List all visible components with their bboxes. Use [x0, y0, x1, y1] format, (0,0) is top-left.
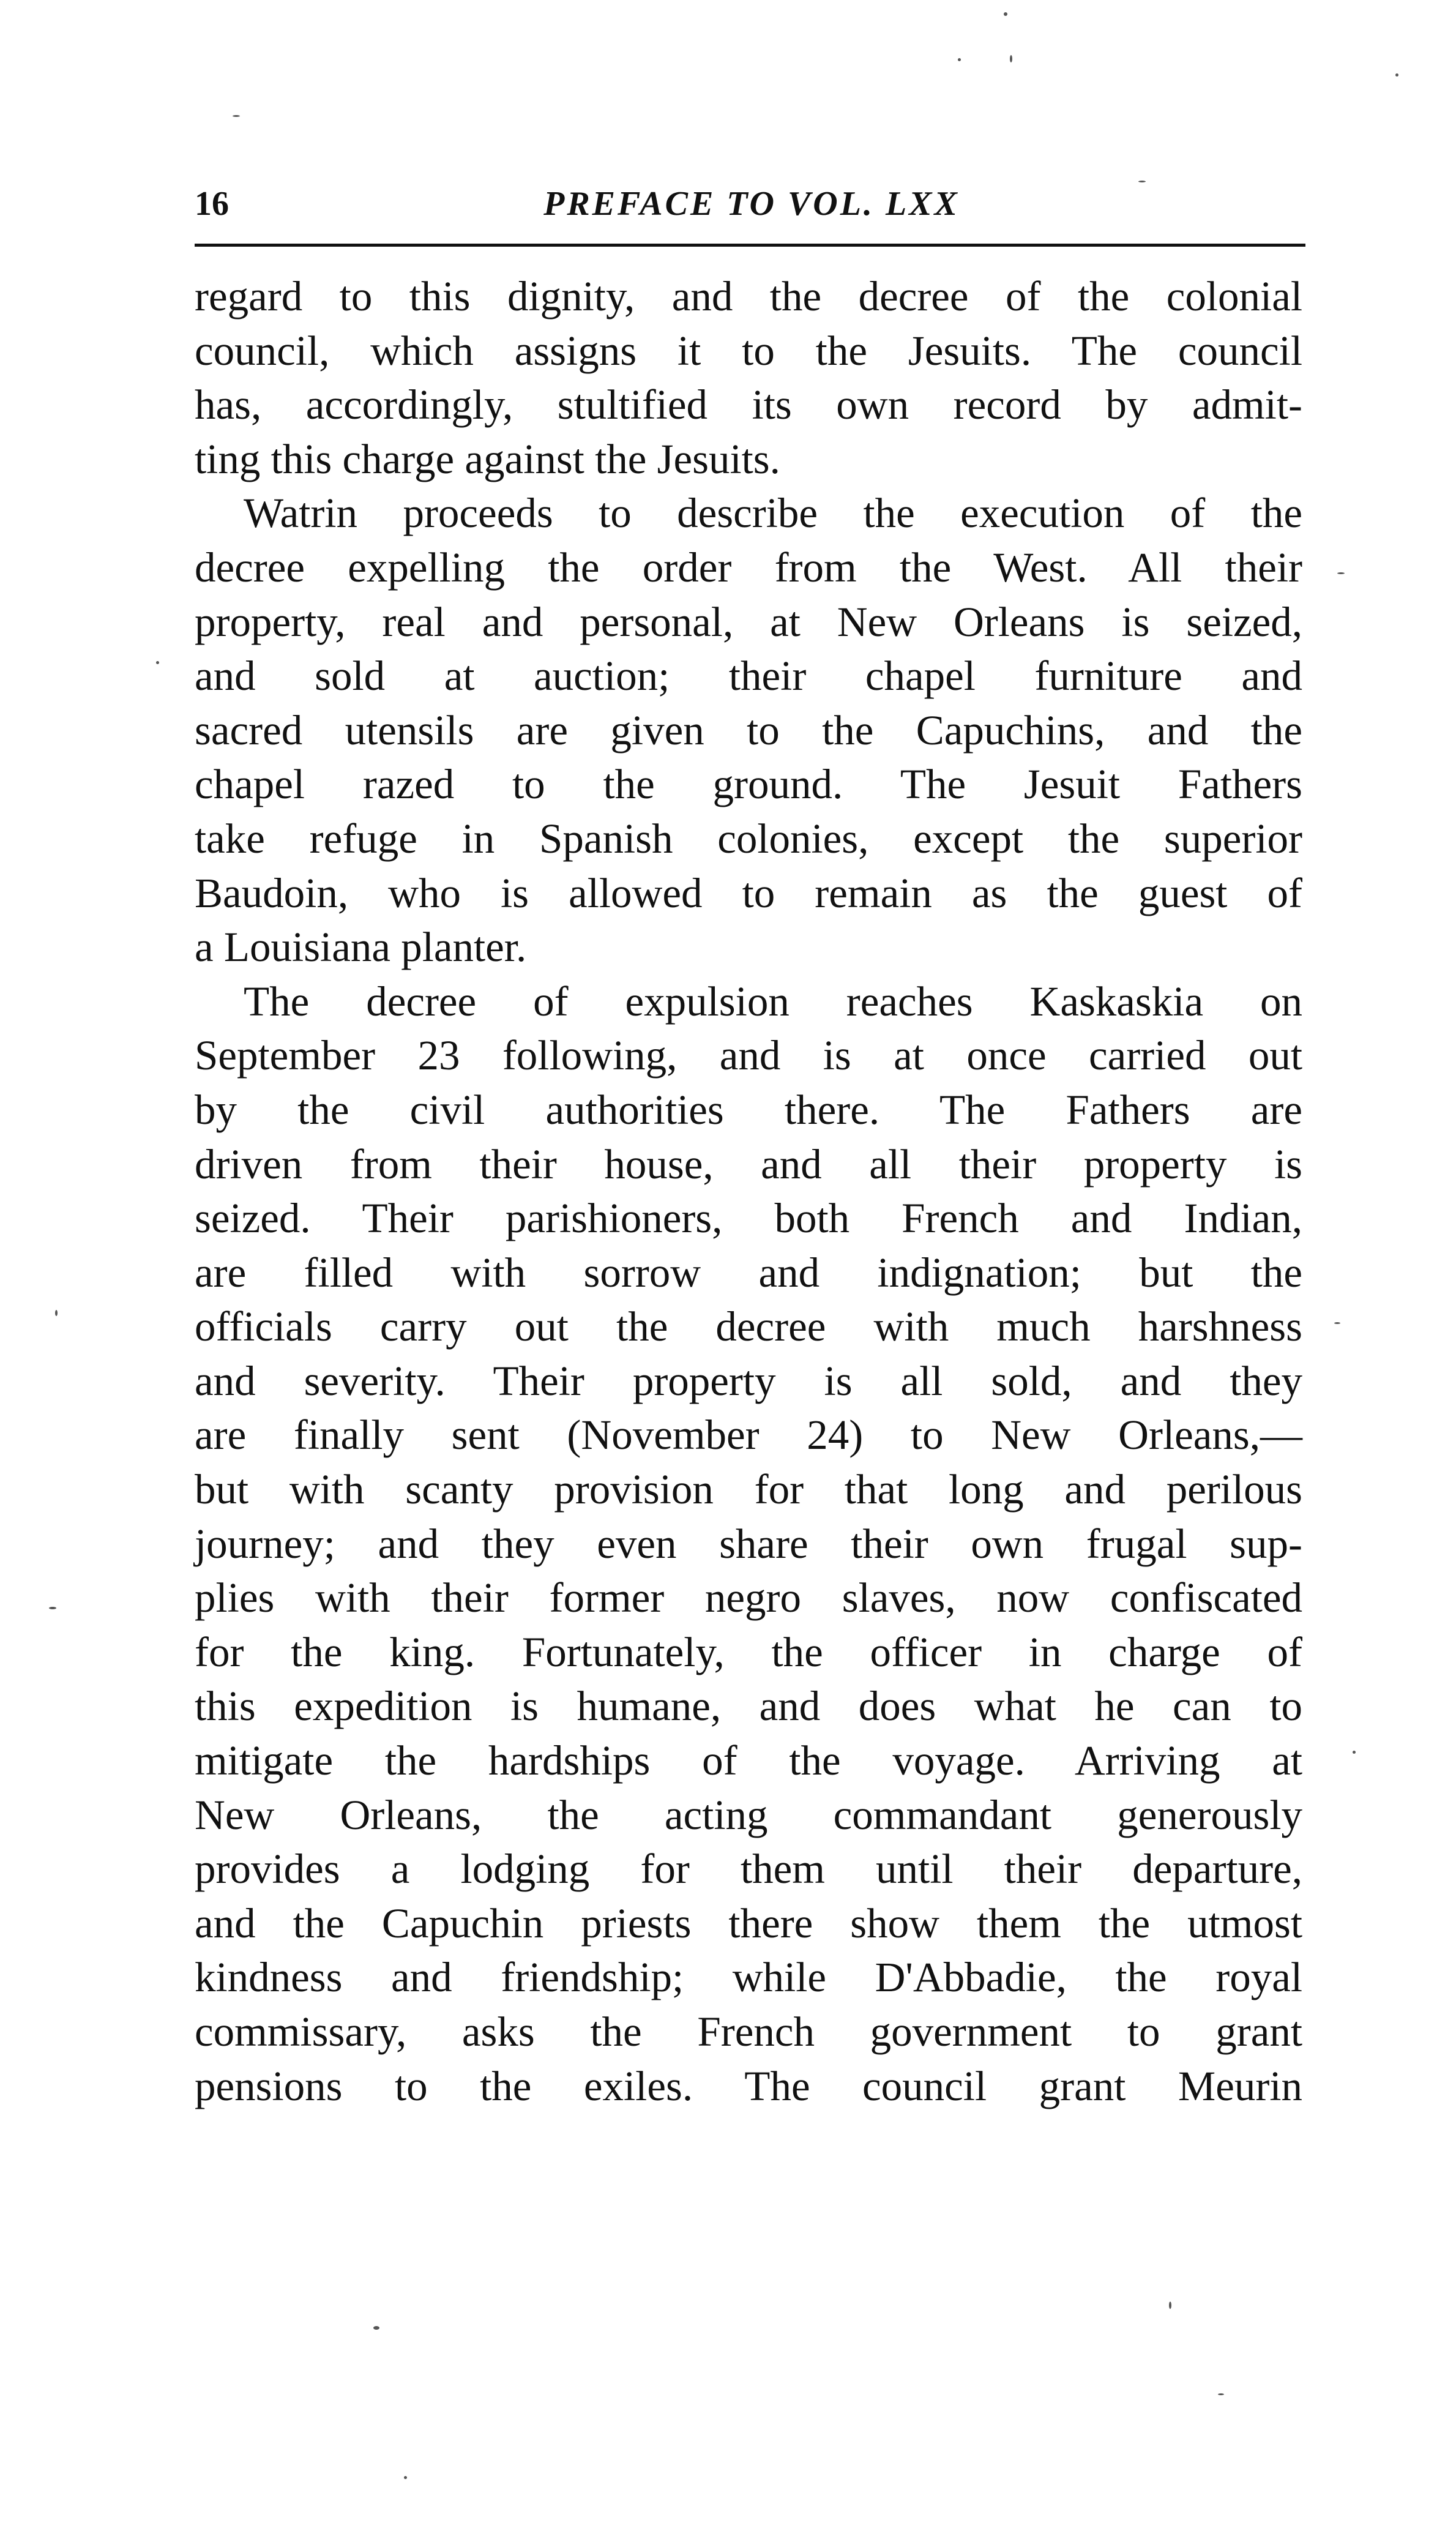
scan-speck	[1395, 73, 1398, 77]
scan-speck	[958, 58, 961, 61]
scan-speck	[1337, 572, 1345, 574]
text-line: ting this charge against the Jesuits.	[195, 435, 780, 482]
text-line: September 23 following, and is at once carried out	[195, 1032, 1302, 1079]
text-line: and severity. Their property is all sold, and they	[195, 1357, 1302, 1404]
running-title: PREFACE TO VOL. LXX	[543, 185, 960, 223]
text-line: regard to this dignity, and the decree of the colonial	[195, 273, 1302, 320]
scan-speck	[373, 2326, 379, 2330]
text-line: and sold at auction; their chapel furniture and	[195, 653, 1302, 700]
scan-speck	[49, 1607, 56, 1609]
scan-speck	[1353, 1751, 1356, 1754]
scan-speck	[233, 115, 240, 117]
text-line: take refuge in Spanish colonies, except the superior	[195, 815, 1302, 862]
text-line: journey; and they even share their own frugal sup-	[195, 1520, 1302, 1567]
text-line: Baudoin, who is allowed to remain as the guest of	[195, 869, 1302, 916]
scan-speck	[1138, 181, 1146, 182]
text-line: provides a lodging for them until their departure,	[195, 1846, 1302, 1893]
text-line: officials carry out the decree with much harshness	[195, 1303, 1302, 1350]
scan-speck	[404, 2476, 407, 2479]
running-head	[195, 179, 1296, 247]
scan-speck	[1334, 1322, 1340, 1324]
text-line: has, accordingly, stultified its own record by admit-	[195, 381, 1302, 428]
text-line: driven from their house, and all their property is	[195, 1140, 1302, 1188]
text-line: for the king. Fortunately, the officer in charge of	[195, 1628, 1302, 1675]
text-line: Watrin proceeds to describe the execution of the	[244, 490, 1302, 537]
text-line: seized. Their parishioners, both French and Indian,	[195, 1195, 1302, 1242]
text-line: and the Capuchin priests there show them the utmost	[195, 1899, 1302, 1947]
scan-speck	[1218, 2393, 1224, 2395]
text-line: New Orleans, the acting commandant generously	[195, 1791, 1302, 1838]
header-rule	[195, 244, 1305, 247]
text-line: kindness and friendship; while D'Abbadie, the royal	[195, 1954, 1302, 2001]
text-line: property, real and personal, at New Orleans is seized,	[195, 598, 1302, 645]
text-line: chapel razed to the ground. The Jesuit Fathers	[195, 761, 1302, 808]
text-line: a Louisiana planter.	[195, 924, 527, 971]
text-line: by the civil authorities there. The Fathers are	[195, 1086, 1302, 1133]
page-number: 16	[195, 185, 229, 223]
scan-speck	[1010, 55, 1012, 62]
text-line: sacred utensils are given to the Capuchins, and the	[195, 706, 1302, 754]
text-line: plies with their former negro slaves, now confiscated	[195, 1574, 1302, 1622]
text-line: but with scanty provision for that long and perilous	[195, 1466, 1302, 1513]
body-text	[195, 269, 1302, 2113]
text-line: this expedition is humane, and does what he can to	[195, 1683, 1302, 1730]
text-line: mitigate the hardships of the voyage. Arriving at	[195, 1737, 1302, 1784]
text-line: pensions to the exiles. The council grant Meurin	[195, 2062, 1302, 2109]
text-line: The decree of expulsion reaches Kaskaskia on	[244, 978, 1302, 1025]
text-line: decree expelling the order from the West. All their	[195, 544, 1302, 591]
text-line: commissary, asks the French government to grant	[195, 2008, 1302, 2055]
scan-speck	[55, 1310, 58, 1316]
scan-speck	[1004, 12, 1007, 16]
text-line: are filled with sorrow and indignation; but the	[195, 1249, 1302, 1296]
text-line: council, which assigns it to the Jesuits. The council	[195, 327, 1302, 374]
scan-speck	[1169, 2302, 1171, 2309]
scan-speck	[156, 661, 159, 664]
text-line: are finally sent (November 24) to New Orleans,—	[195, 1412, 1302, 1459]
